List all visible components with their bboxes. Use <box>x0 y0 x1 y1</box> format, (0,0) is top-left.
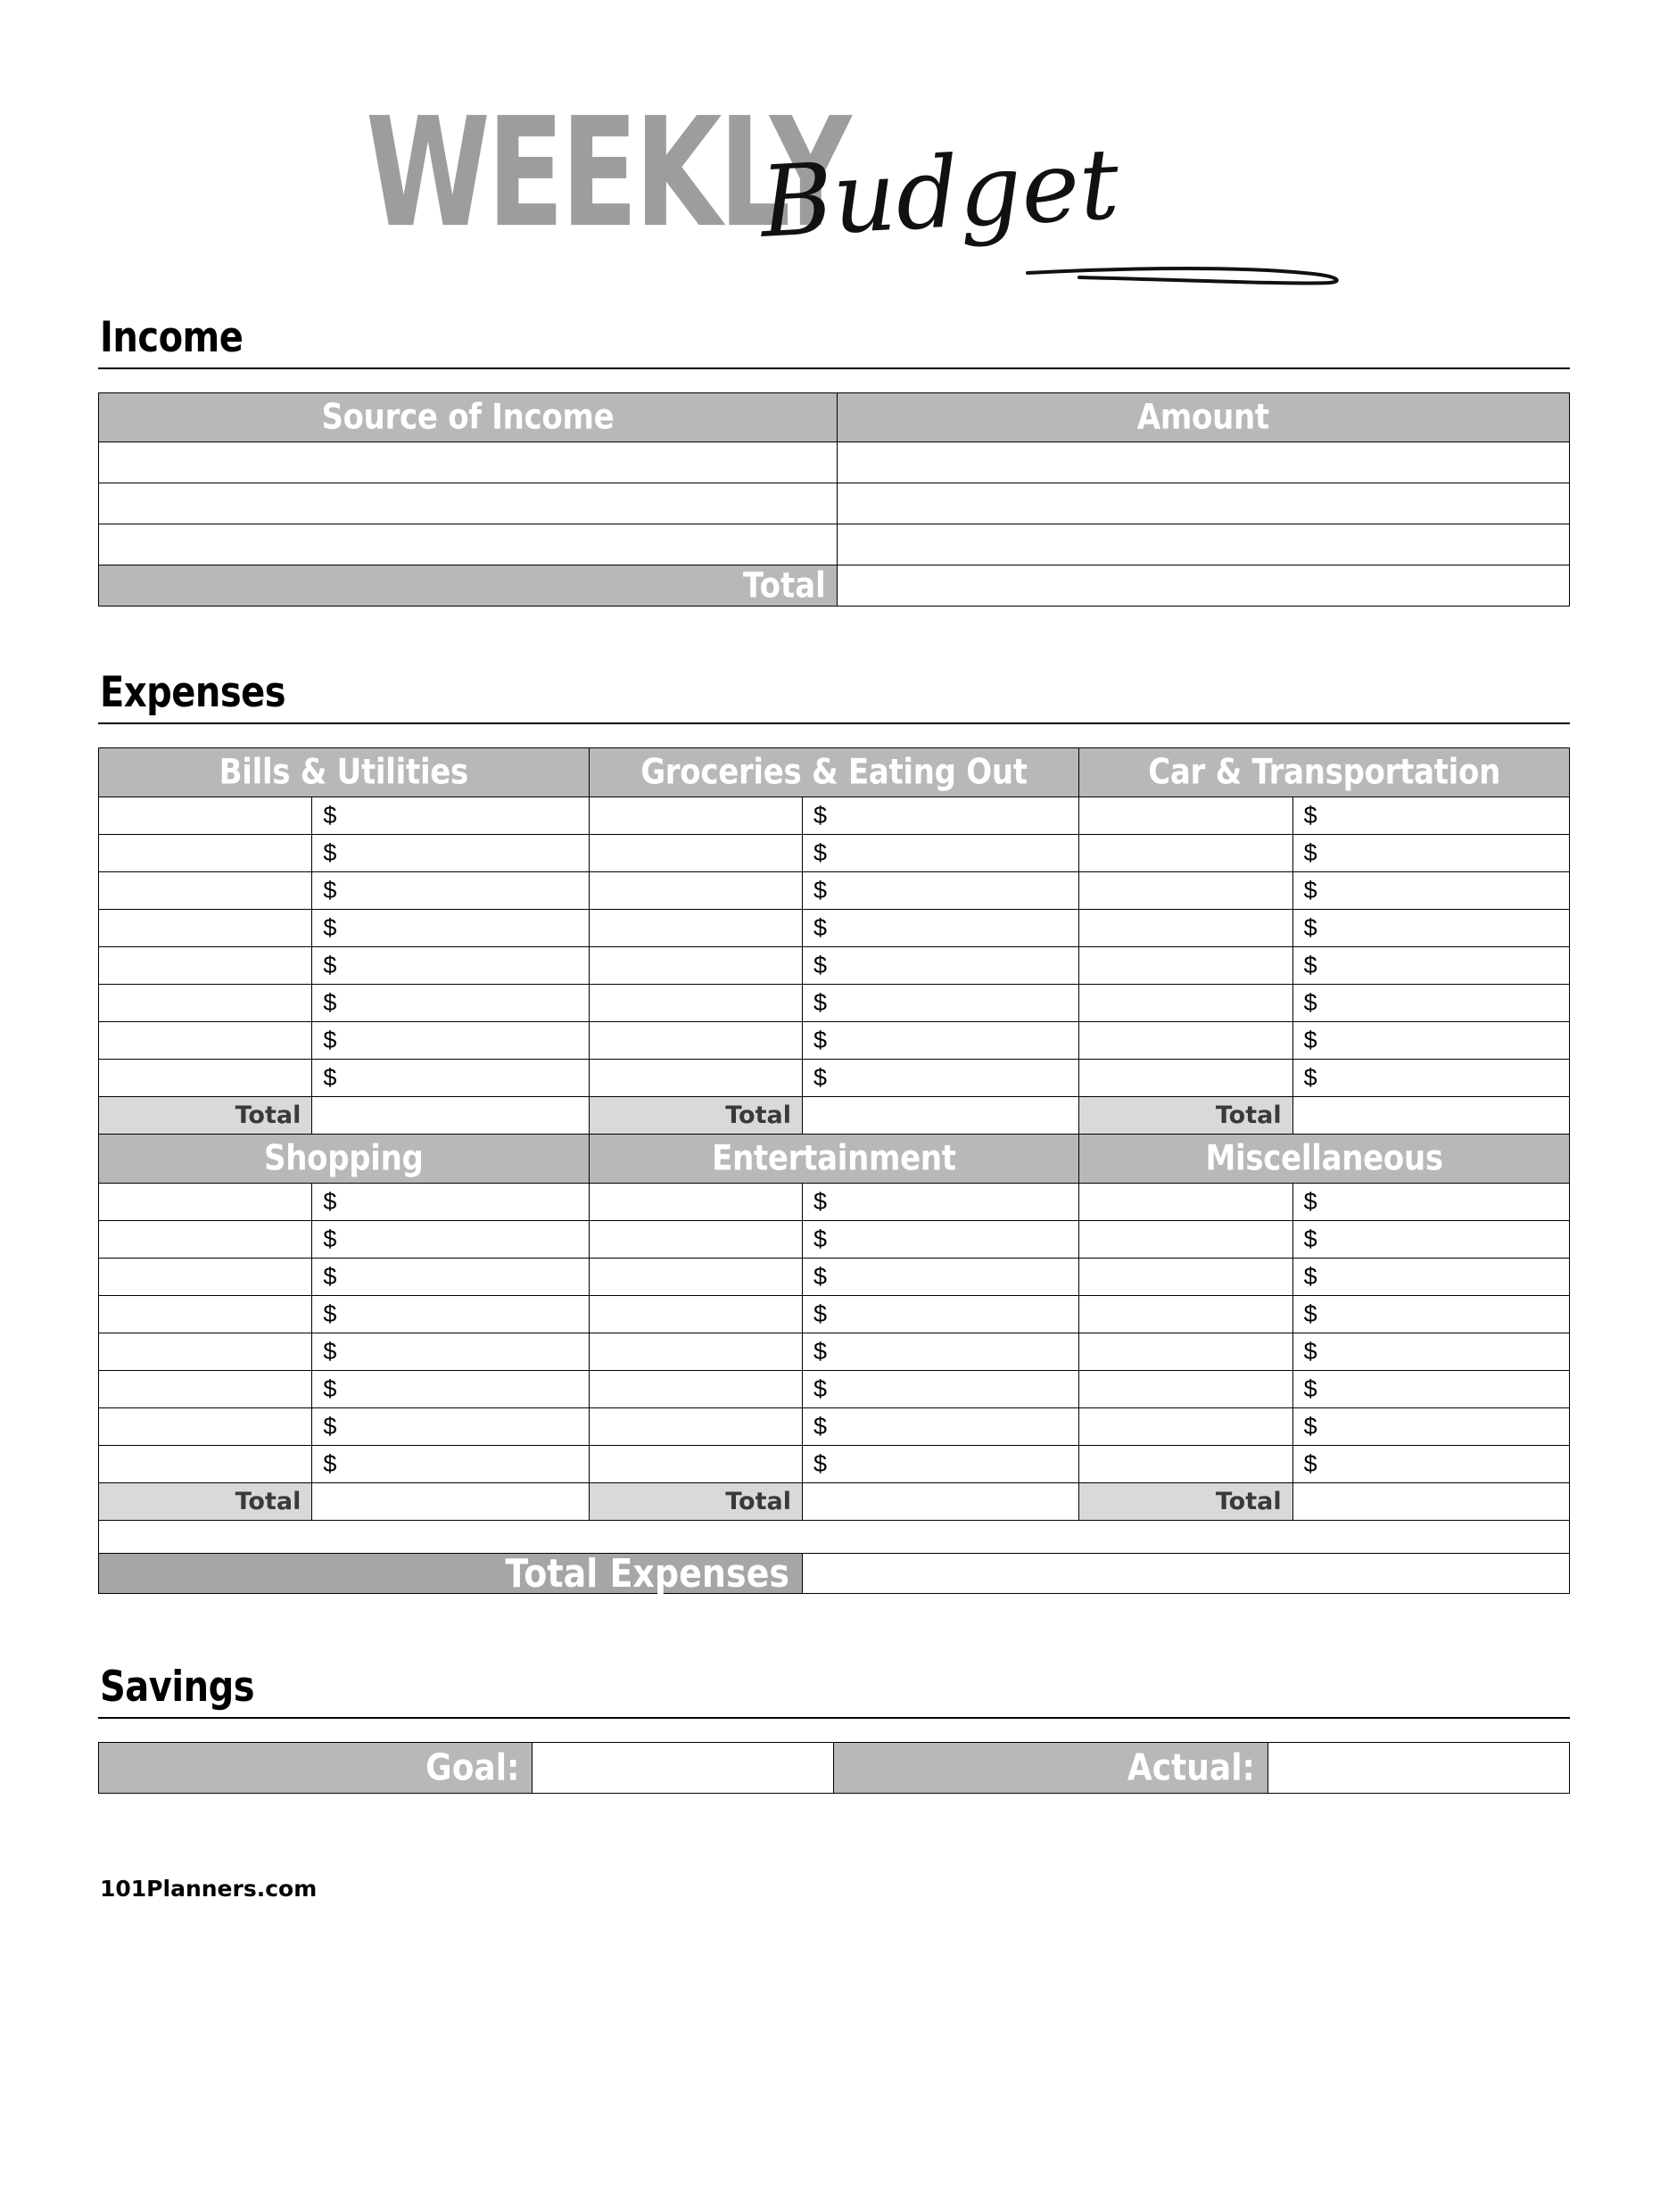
table-row <box>99 442 1570 483</box>
expense-amount-input[interactable]: $ <box>312 835 589 872</box>
expenses-category-header-row <box>99 748 1570 797</box>
income-heading-rule <box>98 367 1570 369</box>
table-row <box>99 524 1570 565</box>
expense-amount-input[interactable]: $ <box>1292 872 1569 910</box>
income-col-amount: Amount <box>837 393 1569 442</box>
expense-subtotal-label: Total <box>589 1097 802 1135</box>
expense-item-input[interactable] <box>1079 910 1292 947</box>
expense-item-input[interactable] <box>99 797 312 835</box>
expense-item-input[interactable] <box>589 797 802 835</box>
expense-amount-input[interactable]: $ <box>312 1221 589 1259</box>
expense-subtotal-input[interactable] <box>802 1483 1078 1521</box>
income-source-input-1[interactable] <box>99 442 838 483</box>
expense-amount-input[interactable]: $ <box>312 1296 589 1333</box>
expense-item-input[interactable] <box>589 1221 802 1259</box>
expense-item-input[interactable] <box>589 1371 802 1408</box>
expense-item-input[interactable] <box>99 1296 312 1333</box>
expense-item-input[interactable] <box>99 1060 312 1097</box>
table-row <box>99 1333 1570 1371</box>
expense-amount-input[interactable]: $ <box>1292 1446 1569 1483</box>
expense-amount-input[interactable]: $ <box>1292 1296 1569 1333</box>
expense-subtotal-label: Total <box>1079 1483 1292 1521</box>
expense-item-input[interactable] <box>1079 797 1292 835</box>
table-row <box>99 835 1570 872</box>
expense-item-input[interactable] <box>99 985 312 1022</box>
expense-item-input[interactable] <box>1079 835 1292 872</box>
expense-amount-input[interactable]: $ <box>1292 1060 1569 1097</box>
expense-item-input[interactable] <box>99 1371 312 1408</box>
expenses-category-header: Miscellaneous <box>1079 1135 1570 1184</box>
table-row <box>99 1296 1570 1333</box>
income-amount-input-1[interactable] <box>837 442 1569 483</box>
table-row <box>99 872 1570 910</box>
expense-subtotal-label: Total <box>589 1483 802 1521</box>
expense-amount-input[interactable]: $ <box>1292 985 1569 1022</box>
table-row <box>99 1184 1570 1221</box>
expense-item-input[interactable] <box>589 1333 802 1371</box>
total-expenses-input[interactable] <box>802 1554 1569 1594</box>
expenses-category-header-row <box>99 1135 1570 1184</box>
expense-item-input[interactable] <box>1079 985 1292 1022</box>
expense-amount-input[interactable]: $ <box>312 1333 589 1371</box>
expenses-subtotal-row <box>99 1483 1570 1521</box>
expense-subtotal-input[interactable] <box>1292 1097 1569 1135</box>
expense-amount-input[interactable]: $ <box>802 1296 1078 1333</box>
expense-amount-input[interactable]: $ <box>1292 1022 1569 1060</box>
expense-amount-input[interactable]: $ <box>1292 1221 1569 1259</box>
expense-amount-input[interactable]: $ <box>802 1333 1078 1371</box>
table-row <box>99 947 1570 985</box>
expenses-section <box>98 668 1570 1597</box>
total-expenses-label: Total Expenses <box>99 1554 803 1594</box>
expense-amount-input[interactable]: $ <box>802 985 1078 1022</box>
expense-item-input[interactable] <box>1079 947 1292 985</box>
expense-item-input[interactable] <box>99 1408 312 1446</box>
expense-item-input[interactable] <box>589 1184 802 1221</box>
table-row <box>99 1446 1570 1483</box>
expense-amount-input[interactable]: $ <box>1292 797 1569 835</box>
expense-item-input[interactable] <box>1079 1259 1292 1296</box>
expense-item-input[interactable] <box>1079 1333 1292 1371</box>
income-heading: Income <box>100 313 244 362</box>
expense-amount-input[interactable]: $ <box>802 1259 1078 1296</box>
expense-subtotal-label: Total <box>99 1097 312 1135</box>
expense-amount-input[interactable]: $ <box>312 1446 589 1483</box>
expense-item-input[interactable] <box>1079 1408 1292 1446</box>
expense-item-input[interactable] <box>589 872 802 910</box>
expense-amount-input[interactable]: $ <box>1292 1408 1569 1446</box>
savings-row <box>99 1743 1570 1794</box>
table-row <box>99 910 1570 947</box>
income-amount-input-3[interactable] <box>837 524 1569 565</box>
income-amount-input-2[interactable] <box>837 483 1569 524</box>
expenses-table <box>98 747 1570 1597</box>
expense-subtotal-input[interactable] <box>802 1097 1078 1135</box>
expense-amount-input[interactable]: $ <box>1292 1333 1569 1371</box>
table-row <box>99 1371 1570 1408</box>
expense-amount-input[interactable]: $ <box>312 910 589 947</box>
expenses-subtotal-row <box>99 1097 1570 1135</box>
title-budget-text: Budget <box>757 126 1122 260</box>
expense-amount-input[interactable]: $ <box>312 1060 589 1097</box>
expense-amount-input[interactable]: $ <box>312 1184 589 1221</box>
expense-item-input[interactable] <box>1079 1060 1292 1097</box>
expense-amount-input[interactable]: $ <box>802 1221 1078 1259</box>
expense-subtotal-label: Total <box>1079 1097 1292 1135</box>
expense-item-input[interactable] <box>589 947 802 985</box>
expense-amount-input[interactable]: $ <box>802 1060 1078 1097</box>
expense-item-input[interactable] <box>99 910 312 947</box>
expenses-category-header: Shopping <box>99 1135 590 1184</box>
expense-amount-input[interactable]: $ <box>802 1371 1078 1408</box>
table-row <box>99 1060 1570 1097</box>
expense-subtotal-input[interactable] <box>1292 1483 1569 1521</box>
table-row <box>99 1408 1570 1446</box>
expense-amount-input[interactable]: $ <box>802 835 1078 872</box>
expenses-heading-rule <box>98 722 1570 724</box>
expense-item-input[interactable] <box>99 1333 312 1371</box>
expense-item-input[interactable] <box>99 1446 312 1483</box>
expense-item-input[interactable] <box>1079 1221 1292 1259</box>
expense-amount-input[interactable]: $ <box>1292 947 1569 985</box>
expense-amount-input[interactable]: $ <box>312 947 589 985</box>
expense-amount-input[interactable]: $ <box>802 797 1078 835</box>
expense-item-input[interactable] <box>99 947 312 985</box>
expense-amount-input[interactable]: $ <box>312 797 589 835</box>
expense-amount-input[interactable]: $ <box>1292 1259 1569 1296</box>
expense-item-input[interactable] <box>1079 1022 1292 1060</box>
table-row <box>99 797 1570 835</box>
title-weekly-text: WEEKLY <box>366 85 848 262</box>
expense-item-input[interactable] <box>1079 1184 1292 1221</box>
expense-amount-input[interactable]: $ <box>802 910 1078 947</box>
income-table <box>98 392 1570 607</box>
expense-item-input[interactable] <box>589 1259 802 1296</box>
savings-goal-input[interactable] <box>533 1743 834 1794</box>
expense-item-input[interactable] <box>99 835 312 872</box>
expense-subtotal-label: Total <box>99 1483 312 1521</box>
table-row <box>99 985 1570 1022</box>
expense-item-input[interactable] <box>589 835 802 872</box>
expense-amount-input[interactable]: $ <box>312 1022 589 1060</box>
expense-amount-input[interactable]: $ <box>312 1259 589 1296</box>
expense-amount-input[interactable]: $ <box>802 947 1078 985</box>
expense-amount-input[interactable]: $ <box>1292 1371 1569 1408</box>
footer-credit: 101Planners.com <box>100 1876 318 1902</box>
expense-item-input[interactable] <box>99 1184 312 1221</box>
expense-amount-input[interactable]: $ <box>1292 835 1569 872</box>
expense-item-input[interactable] <box>1079 1446 1292 1483</box>
expense-subtotal-input[interactable] <box>312 1097 589 1135</box>
expense-item-input[interactable] <box>589 1408 802 1446</box>
table-row <box>99 1259 1570 1296</box>
savings-goal-label: Goal: <box>99 1743 533 1794</box>
income-source-input-2[interactable] <box>99 483 838 524</box>
expense-amount-input[interactable]: $ <box>1292 1184 1569 1221</box>
table-row <box>99 1221 1570 1259</box>
expense-amount-input[interactable]: $ <box>312 872 589 910</box>
expense-item-input[interactable] <box>589 985 802 1022</box>
expenses-category-header: Car & Transportation <box>1079 748 1570 797</box>
expense-amount-input[interactable]: $ <box>802 1022 1078 1060</box>
expense-amount-input[interactable]: $ <box>802 1408 1078 1446</box>
savings-section <box>98 1663 1570 1794</box>
expense-amount-input[interactable]: $ <box>802 1446 1078 1483</box>
savings-table <box>98 1742 1570 1794</box>
expenses-spacer-row <box>99 1521 1570 1554</box>
expense-item-input[interactable] <box>589 910 802 947</box>
savings-heading: Savings <box>100 1663 255 1712</box>
income-source-input-3[interactable] <box>99 524 838 565</box>
expense-item-input[interactable] <box>1079 1296 1292 1333</box>
page-title <box>98 54 1570 321</box>
expenses-category-header: Bills & Utilities <box>99 748 590 797</box>
savings-actual-label: Actual: <box>834 1743 1268 1794</box>
expense-subtotal-input[interactable] <box>312 1483 589 1521</box>
income-section <box>98 313 1570 607</box>
expenses-spacer-cell <box>99 1521 1570 1554</box>
expense-amount-input[interactable]: $ <box>1292 910 1569 947</box>
title-underline-flourish <box>1026 260 1365 287</box>
savings-heading-rule <box>98 1717 1570 1719</box>
expenses-category-header: Entertainment <box>589 1135 1079 1184</box>
income-header-row <box>99 393 1570 442</box>
expenses-category-header: Groceries & Eating Out <box>589 748 1079 797</box>
income-col-source: Source of Income <box>99 393 838 442</box>
expense-item-input[interactable] <box>589 1060 802 1097</box>
expense-amount-input[interactable]: $ <box>312 1408 589 1446</box>
expense-item-input[interactable] <box>1079 1371 1292 1408</box>
expense-item-input[interactable] <box>99 1022 312 1060</box>
expense-item-input[interactable] <box>99 1259 312 1296</box>
savings-actual-input[interactable] <box>1268 1743 1569 1794</box>
table-row <box>99 483 1570 524</box>
income-total-row <box>99 565 1570 607</box>
expense-amount-input[interactable]: $ <box>312 985 589 1022</box>
expenses-grand-total-row <box>99 1554 1570 1594</box>
expense-item-input[interactable] <box>589 1296 802 1333</box>
expense-item-input[interactable] <box>1079 872 1292 910</box>
expense-amount-input[interactable]: $ <box>312 1371 589 1408</box>
expense-amount-input[interactable]: $ <box>802 872 1078 910</box>
table-row <box>99 1022 1570 1060</box>
expenses-heading: Expenses <box>100 668 286 717</box>
expense-amount-input[interactable]: $ <box>802 1184 1078 1221</box>
expense-item-input[interactable] <box>589 1446 802 1483</box>
budget-worksheet-page <box>0 54 1668 2212</box>
expense-item-input[interactable] <box>99 1221 312 1259</box>
expense-item-input[interactable] <box>589 1022 802 1060</box>
income-total-input[interactable] <box>837 565 1569 607</box>
expense-item-input[interactable] <box>99 872 312 910</box>
income-total-label: Total <box>99 565 838 607</box>
